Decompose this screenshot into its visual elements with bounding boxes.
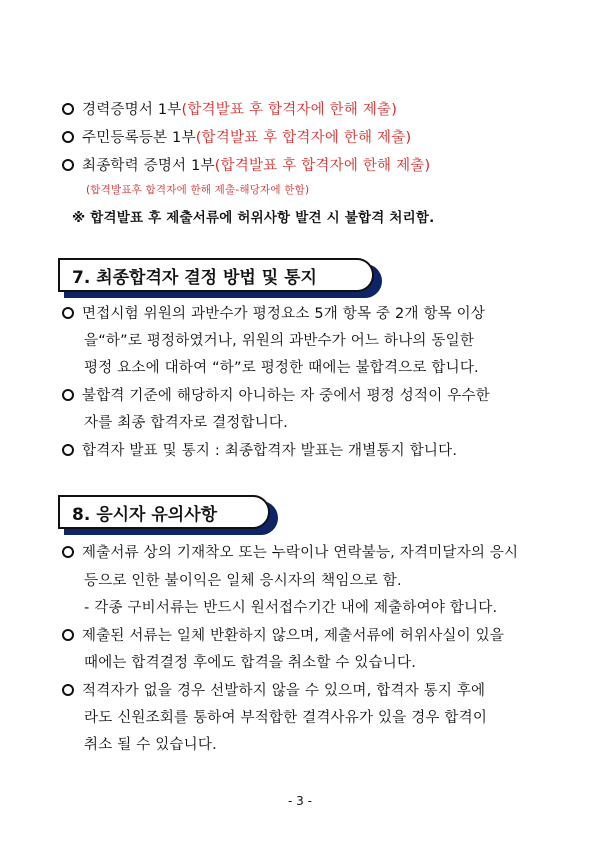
doc-item-resident: 주민등록등본 1부(합격발표 후 합격자에 한해 제출) [62, 126, 411, 147]
doc-item-career: 경력증명서 1부(합격발표 후 합격자에 한해 제출) [62, 98, 397, 119]
circle-bullet-icon [62, 307, 74, 319]
circle-bullet-icon [62, 131, 74, 143]
section8-item-3-line3: 취소 될 수 있습니다. [84, 737, 217, 753]
section7-item-1-line1: 면접시험 위원의 과반수가 평정요소 5개 항목 중 2개 항목 이상 [62, 302, 485, 323]
doc-small-note: (합격발표후 합격자에 한해 제출-해당자에 한함) [86, 184, 310, 196]
circle-bullet-icon [62, 389, 74, 401]
circle-bullet-icon [62, 444, 74, 456]
section8-item-2-line2: 때에는 합격결정 후에도 합격을 취소할 수 있습니다. [84, 655, 417, 671]
section8-item-3-line1: 적격자가 없을 경우 선발하지 않을 수 있으며, 합격자 통지 후에 [62, 679, 485, 700]
section8-item-1-line3: - 각종 구비서류는 반드시 원서접수기간 내에 제출하여야 합니다. [84, 600, 498, 616]
circle-bullet-icon [62, 159, 74, 171]
section8-item-3-line2: 라도 신원조회를 통하여 부적합한 결격사유가 있을 경우 합격이 [84, 710, 488, 726]
circle-bullet-icon [62, 629, 74, 641]
section7-item-1-line2: 을“하”로 평정하였거나, 위원의 과반수가 어느 하나의 동일한 [84, 333, 475, 349]
section8-item-2-line1: 제출된 서류는 일체 반환하지 않으며, 제출서류에 허위사실이 있을 [62, 624, 504, 645]
page-number: - 3 - [288, 794, 312, 808]
circle-bullet-icon [62, 103, 74, 115]
section8-item-1-line1: 제출서류 상의 기재착오 또는 누락이나 연락불능, 자격미달자의 응시 [62, 541, 518, 562]
section7-item-2-line2: 자를 최종 합격자로 결정합니다. [84, 415, 288, 431]
circle-bullet-icon [62, 684, 74, 696]
circle-bullet-icon [62, 546, 74, 558]
doc-warning: ※ 합격발표 후 제출서류에 허위사항 발견 시 불합격 처리함. [72, 210, 435, 226]
section7-item-2-line1: 불합격 기준에 해당하지 아니하는 자 중에서 평정 성적이 우수한 [62, 384, 490, 405]
section8-item-1-line2: 등으로 인한 불이익은 일체 응시자의 책임으로 함. [84, 573, 402, 589]
section7-item-1-line3: 평정 요소에 대하여 “하”로 평정한 때에는 불합격으로 합니다. [84, 360, 479, 376]
doc-item-education: 최종학력 증명서 1부(합격발표 후 합격자에 한해 제출) [62, 154, 430, 175]
section7-item-3-line1: 합격자 발표 및 통지 : 최종합격자 발표는 개별통지 합니다. [62, 439, 457, 460]
